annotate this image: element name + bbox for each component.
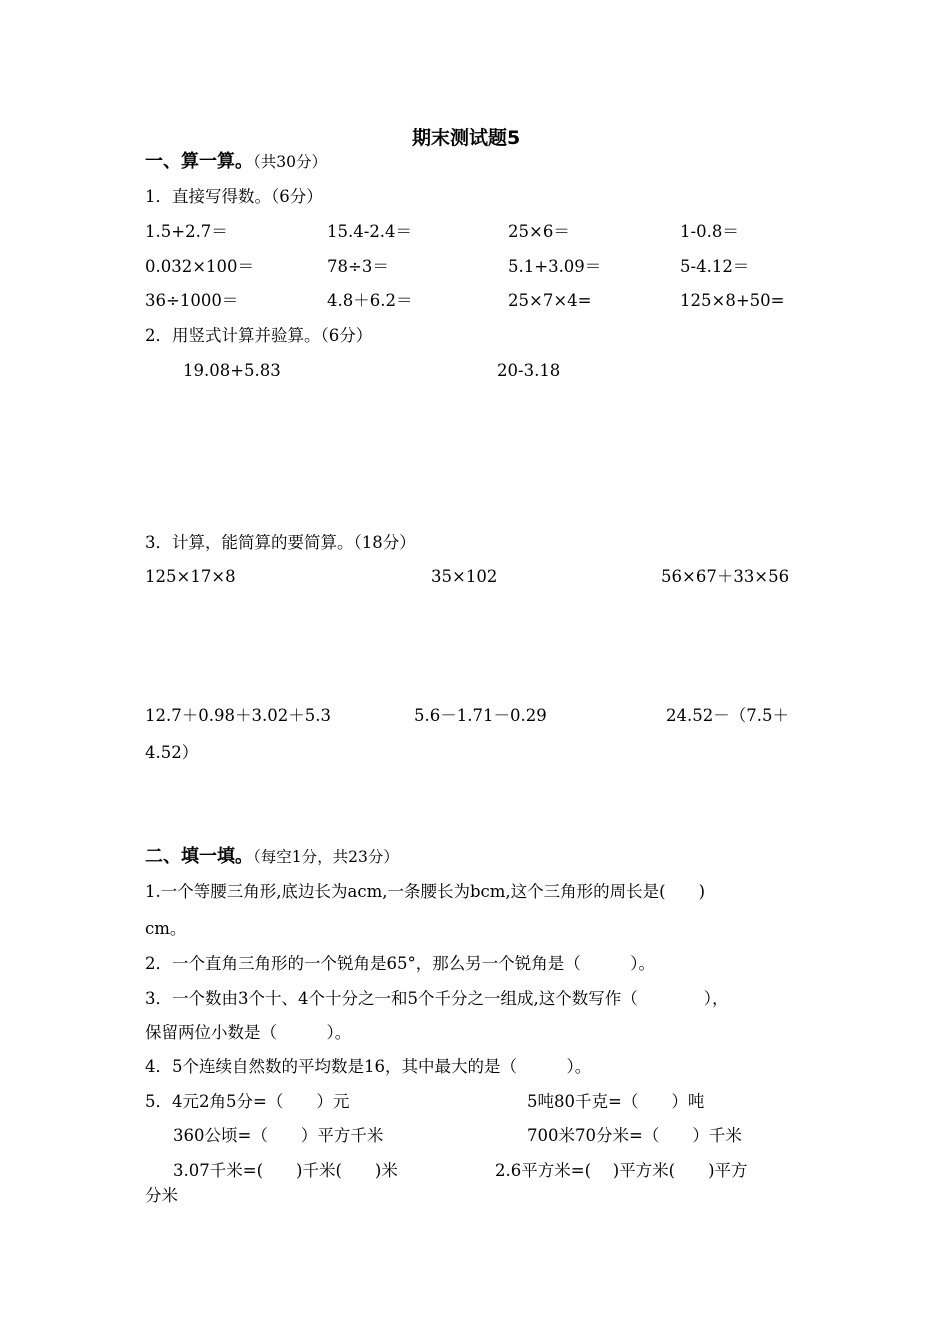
q3-label: 3．计算，能简算的要简算。（18分） [145, 533, 416, 552]
section2-points: （每空1分，共23分） [253, 848, 399, 866]
q1-item: 5-4.12＝ [680, 257, 750, 276]
q1-item: 25×6＝ [508, 222, 570, 241]
section1-heading [145, 152, 327, 172]
q1-item: 36÷1000＝ [145, 291, 239, 310]
q2-label: 2．用竖式计算并验算。（6分） [145, 326, 373, 345]
q2-item: 20-3.18 [497, 361, 561, 380]
q1-item: 78÷3＝ [327, 257, 389, 276]
page-title: 期末测试题5 [412, 127, 521, 149]
s2-q5-item: 5吨80千克=（ ）吨 [527, 1092, 705, 1111]
s2-q5-item: 2.6平方米=( )平方米( )平方 [495, 1161, 748, 1180]
section1-heading-text: 一、算一算。 [145, 151, 253, 172]
q3-item: 56×67＋33×56 [661, 567, 790, 586]
q3-item: 12.7＋0.98＋3.02＋5.3 [145, 706, 331, 725]
s2-q5-item: 3.07千米=( )千米( )米 [173, 1161, 398, 1180]
s2-question: 3．一个数由3个十、4个十分之一和5个千分之一组成,这个数写作（ ）， [145, 989, 729, 1008]
q3-item: 24.52－（7.5＋ [666, 706, 789, 725]
s2-question-continued: cm。 [145, 919, 187, 938]
s2-q5-item: 700米70分米=（ ）千米 [527, 1126, 742, 1145]
q1-item: 5.1+3.09＝ [508, 257, 602, 276]
s2-question: 2．一个直角三角形的一个锐角是65°，那么另一个锐角是（ ）。 [145, 954, 655, 973]
q1-item: 0.032×100＝ [145, 257, 255, 276]
s2-question: 4．5个连续自然数的平均数是16，其中最大的是（ ）。 [145, 1057, 592, 1076]
q1-label: 1．直接写得数。（6分） [145, 187, 323, 206]
q1-item: 1.5+2.7＝ [145, 222, 228, 241]
q3-item: 125×17×8 [145, 567, 236, 586]
s2-q5-item: 360公顷=（ ）平方千米 [173, 1126, 384, 1145]
q1-item: 15.4-2.4＝ [327, 222, 413, 241]
q1-item: 4.8＋6.2＝ [327, 291, 413, 310]
q3-item-continued: 4.52） [145, 743, 199, 762]
q1-item: 125×8+50= [680, 291, 785, 310]
q3-item: 5.6－1.71－0.29 [414, 706, 547, 725]
s2-q5-item-continued: 分米 [145, 1186, 178, 1205]
s2-q5-item: 5．4元2角5分=（ ）元 [145, 1092, 350, 1111]
section2-heading-text: 二、填一填。 [145, 846, 253, 867]
q3-item: 35×102 [431, 567, 498, 586]
section1-points: （共30分） [253, 153, 327, 171]
s2-question-continued: 保留两位小数是（ ）。 [145, 1023, 352, 1042]
q1-item: 25×7×4= [508, 291, 592, 310]
section2-heading [145, 847, 399, 867]
q1-item: 1-0.8＝ [680, 222, 739, 241]
q2-item: 19.08+5.83 [183, 361, 281, 380]
s2-question: 1.一个等腰三角形,底边长为acm,一条腰长为bcm,这个三角形的周长是( ) [145, 882, 706, 901]
